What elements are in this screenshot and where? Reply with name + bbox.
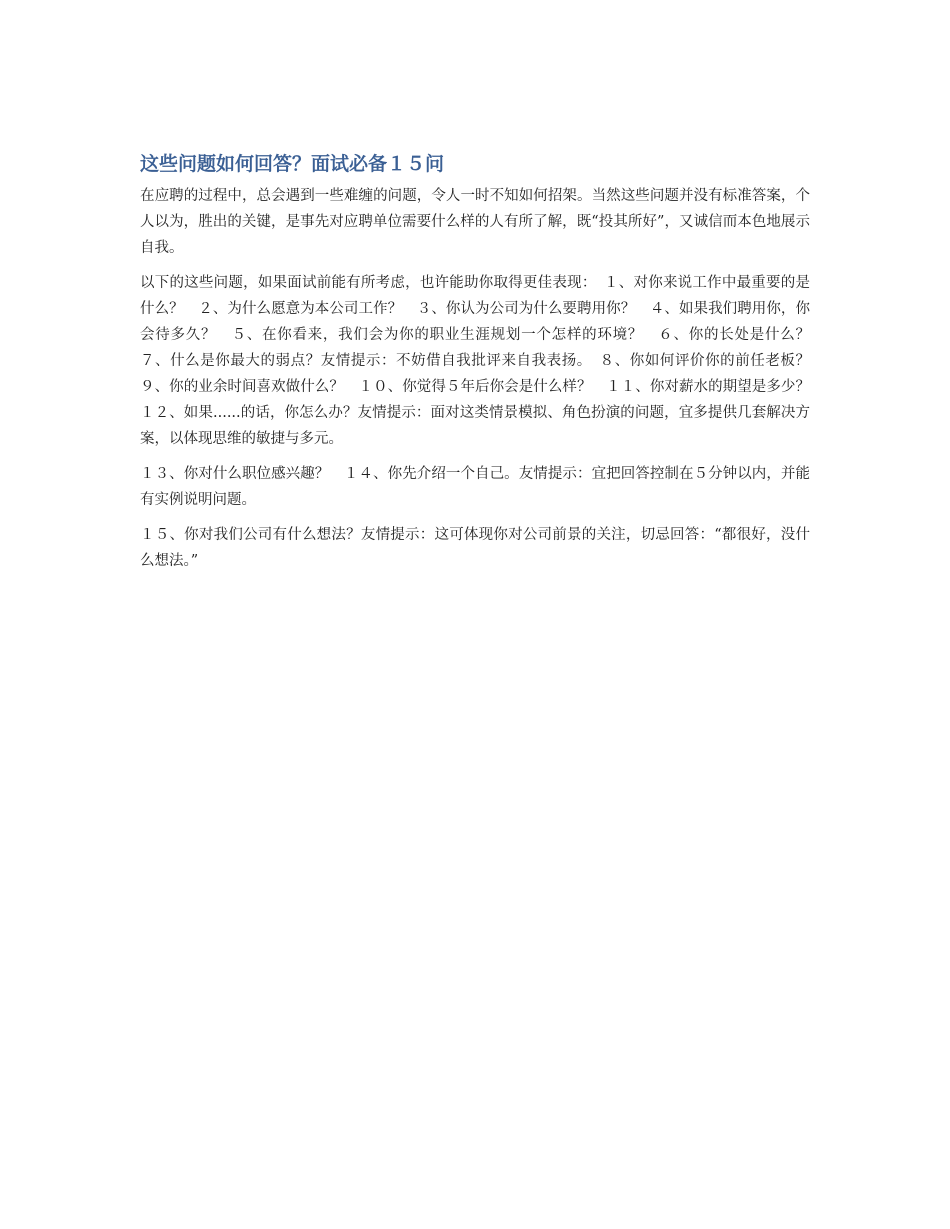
questions-paragraph-15: １５、你对我们公司有什么想法？友情提示：这可体现你对公司前景的关注，切忌回答：“都很好，没什么想法。” xyxy=(140,527,810,569)
document-title: 这些问题如何回答？面试必备１５问 xyxy=(140,153,445,175)
questions-paragraph-1-12: 以下的这些问题，如果面试前能有所考虑，也许能助你取得更佳表现： １、对你来说工作中最重要的是什么？ ２、为什么愿意为本公司工作？ ３、你认为公司为什么要聘用你？ ４、如果我们聘用你，你会待多久？ ５、在你看来，我们会为你的职业生涯规划一个怎样的环境？ ６、你的长处是什么？ ７、什么是你最大的弱点？友情提示：不妨借自我批评来自我表扬。 ８、你如何评价你的前任老板？ ９、你的业余时间喜欢做什么？ １０、你觉得５年后你会是什么样？ １１、你对薪水的期望是多少？ １２、如果......的话，你怎么办？友情提示：面对这类情景模拟、角色扮演的问题，宜多提供几套解决方案，以体现思维的敏捷与多元。 xyxy=(140,275,825,447)
questions-paragraph-13-14: １３、你对什么职位感兴趣？ １４、你先介绍一个自己。友情提示：宜把回答控制在５分钟以内，并能有实例说明问题。 xyxy=(140,466,810,508)
document-page xyxy=(140,150,825,583)
intro-paragraph: 在应聘的过程中，总会遇到一些难缠的问题，令人一时不知如何招架。当然这些问题并没有标准答案，个人以为，胜出的关键，是事先对应聘单位需要什么样的人有所了解，既“投其所好”，又诚信而本色地展示自我。 xyxy=(140,188,810,256)
